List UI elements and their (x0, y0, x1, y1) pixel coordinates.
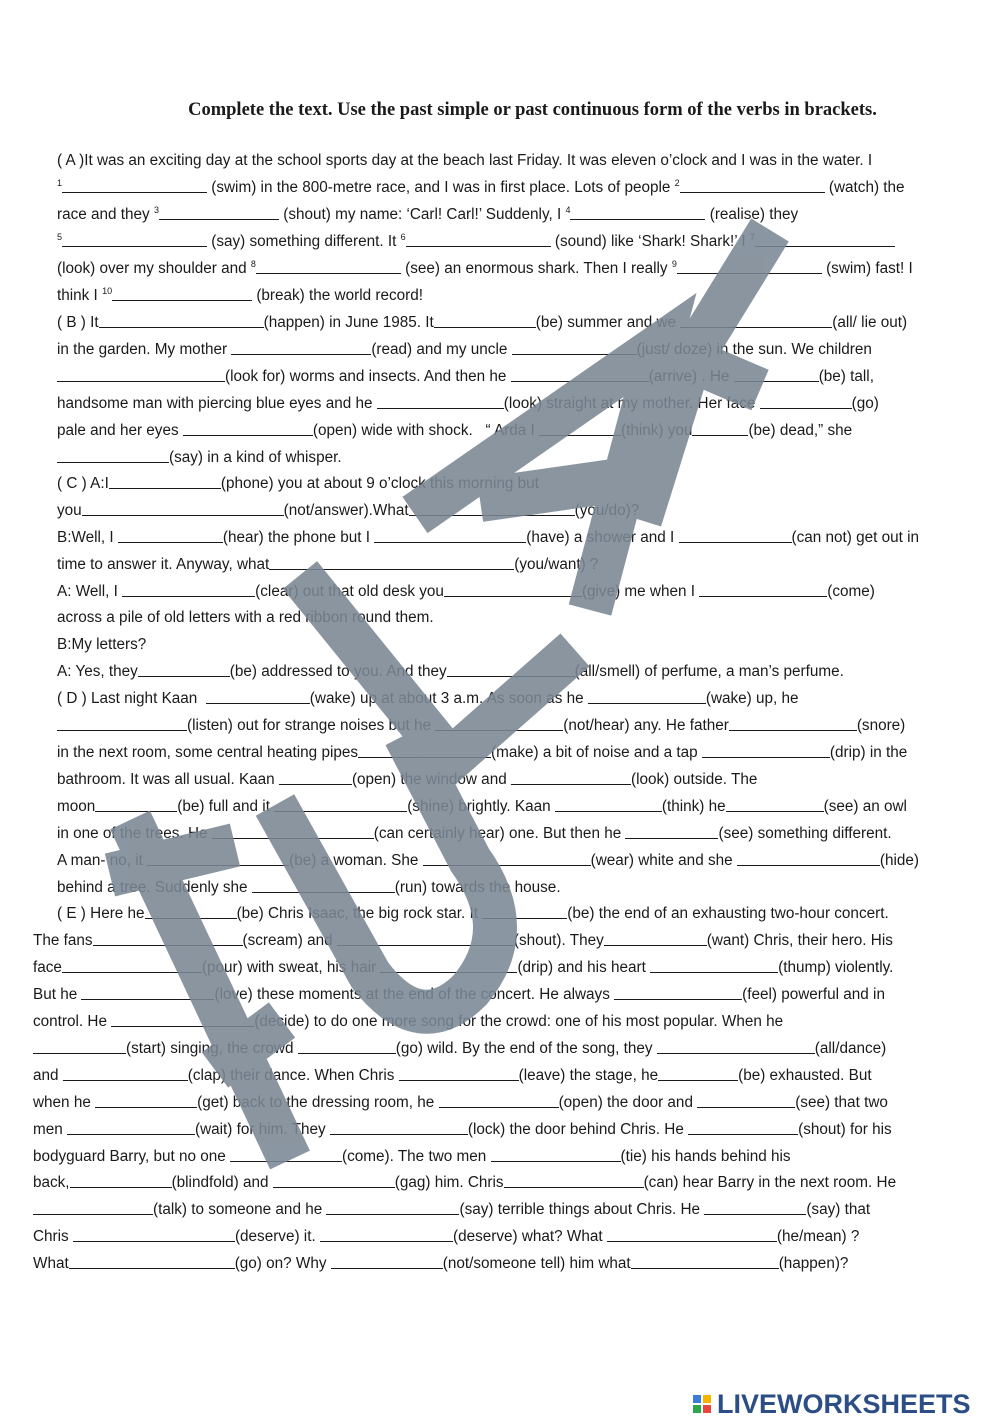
answer-blank[interactable] (737, 851, 880, 866)
line-text: (start) singing, the crowd (126, 1040, 298, 1057)
answer-blank[interactable] (729, 716, 857, 731)
line-text: (all/smell) of perfume, a man’s perfume. (574, 663, 844, 680)
answer-blank[interactable] (614, 985, 742, 1000)
text-line (57, 448, 342, 468)
line-text: (pour) with sweat, his hair (201, 959, 381, 976)
answer-blank[interactable] (677, 259, 822, 274)
line-text: (have) a shower and I (526, 529, 679, 546)
answer-blank[interactable] (625, 824, 718, 839)
line-text: handsome man with piercing blue eyes and he (57, 395, 377, 412)
answer-blank[interactable] (67, 1120, 195, 1135)
answer-blank[interactable] (447, 662, 575, 677)
answer-blank[interactable] (99, 313, 264, 328)
logo-tile-green (693, 1405, 701, 1413)
line-text: What (33, 1255, 69, 1272)
line-text: (see) that two (795, 1094, 888, 1111)
line-text: A man- no, it (57, 852, 148, 869)
line-text: (clap) their dance. When Chris (187, 1067, 399, 1084)
answer-blank[interactable] (380, 958, 517, 973)
line-text: (scream) and (242, 932, 337, 949)
line-text: (phone) you at about 9 o’clock this morning but (220, 475, 539, 492)
answer-blank[interactable] (435, 716, 563, 731)
line-text: (snore) (856, 717, 906, 734)
answer-blank[interactable] (320, 1227, 453, 1242)
line-text: (say) terrible things about Chris. He (459, 1201, 705, 1218)
line-text: (get) back to the dressing room, he (197, 1094, 439, 1111)
line-text: (shine) brightly. Kaan (407, 798, 555, 815)
answer-blank[interactable] (33, 1200, 153, 1215)
text-line (57, 904, 889, 924)
line-text: ( C ) A:I (57, 475, 109, 492)
line-text: A: Yes, they (57, 663, 138, 680)
answer-blank[interactable] (57, 716, 187, 731)
line-text: (be) addressed to you. And they (229, 663, 447, 680)
line-text: (be) exhausted. But (738, 1067, 872, 1084)
line-text: (be) dead,” she (748, 422, 853, 439)
line-text: race and they (57, 206, 154, 223)
answer-blank[interactable] (122, 582, 255, 597)
logo-tile-blue (693, 1395, 701, 1403)
answer-blank[interactable] (504, 1173, 644, 1188)
text-line (57, 662, 844, 682)
line-text: (make) a bit of noise and a tap (491, 744, 702, 761)
text-line (57, 259, 913, 279)
line-text: (all/ lie out) (832, 314, 908, 331)
item-number: 7 (749, 232, 755, 242)
text-line (57, 743, 907, 763)
item-number: 3 (153, 205, 159, 215)
answer-blank[interactable] (692, 421, 748, 436)
answer-blank[interactable] (539, 421, 621, 436)
answer-blank[interactable] (111, 1012, 254, 1027)
item-number: 5 (57, 232, 63, 242)
line-text: back, (33, 1174, 70, 1191)
answer-blank[interactable] (62, 958, 202, 973)
line-text: (open) the window and (351, 771, 511, 788)
answer-blank[interactable] (482, 904, 567, 919)
line-text: think I (57, 287, 103, 304)
answer-blank[interactable] (399, 1066, 519, 1081)
text-line (57, 313, 907, 333)
line-text: when he (33, 1094, 96, 1111)
line-text: (not/answer).What (283, 502, 409, 519)
text-line (57, 151, 872, 171)
text-line (33, 1147, 791, 1167)
line-text: pale and her eyes (57, 422, 183, 439)
answer-blank[interactable] (33, 1039, 126, 1054)
answer-blank[interactable] (337, 931, 514, 946)
line-text: (say) something different. It (207, 233, 401, 250)
answer-blank[interactable] (81, 985, 214, 1000)
line-text: moon (57, 798, 96, 815)
line-text: (see) an enormous shark. Then I really (400, 260, 672, 277)
answer-blank[interactable] (159, 205, 279, 220)
text-line (57, 716, 905, 736)
answer-blank[interactable] (734, 367, 819, 382)
line-text: (can not) get out in (791, 529, 920, 546)
answer-blank[interactable] (679, 528, 792, 543)
answer-blank[interactable] (63, 1066, 188, 1081)
answer-blank[interactable] (358, 743, 491, 758)
answer-blank[interactable] (183, 421, 313, 436)
answer-blank[interactable] (604, 931, 707, 946)
line-text: (clear) out that old desk you (255, 583, 444, 600)
line-text: Chris (33, 1228, 73, 1245)
answer-blank[interactable] (138, 662, 230, 677)
item-number: 10 (102, 286, 113, 296)
answer-blank[interactable] (555, 797, 662, 812)
line-text: (gag) him. Chris (394, 1174, 504, 1191)
line-text: in one of the trees. He (57, 825, 212, 842)
answer-blank[interactable] (755, 232, 895, 247)
answer-blank[interactable] (439, 1093, 559, 1108)
line-text: (break) the world record! (252, 287, 423, 304)
line-text: (decide) to do one more song for the crowd: one of his most popular. When he (254, 1013, 784, 1030)
logo-tile-red (703, 1405, 711, 1413)
answer-blank[interactable] (512, 340, 637, 355)
text-line (33, 1093, 888, 1113)
line-text: (be) summer and we (535, 314, 681, 331)
answer-blank[interactable] (588, 689, 706, 704)
line-text: (read) and my uncle (371, 341, 512, 358)
line-text: But he (33, 986, 82, 1003)
answer-blank[interactable] (95, 797, 177, 812)
text-line (57, 178, 905, 198)
line-text: B:My letters? (57, 636, 147, 653)
text-line (57, 528, 919, 548)
line-text: (all/dance) (814, 1040, 887, 1057)
line-text: (shout) my name: ‘Carl! Carl!’ Suddenly, I (278, 206, 566, 223)
answer-blank[interactable] (273, 1173, 395, 1188)
answer-blank[interactable] (62, 178, 207, 193)
answer-blank[interactable] (688, 1120, 798, 1135)
instructions-title: Complete the text. Use the past simple or past continuous form of the verbs in brackets. (188, 100, 877, 120)
text-line (33, 1173, 896, 1193)
line-text: (be) Chris Isaac, the big rock star. It (236, 905, 483, 922)
item-number: 9 (671, 259, 677, 269)
answer-blank[interactable] (109, 474, 221, 489)
answer-blank[interactable] (726, 797, 824, 812)
line-text: (can) hear Barry in the next room. He (643, 1174, 897, 1191)
line-text: and (33, 1067, 63, 1084)
logo-icon (693, 1395, 711, 1413)
answer-blank[interactable] (657, 1039, 815, 1054)
line-text: (come) (827, 583, 875, 600)
line-text: (realise) they (705, 206, 799, 223)
text-line (33, 1200, 870, 1220)
line-text: (see) an owl (823, 798, 907, 815)
text-line (57, 770, 757, 790)
line-text: ( A )It was an exciting day at the school sports day at the beach last Friday. It was eleven o’clock and I was in the water. I (57, 152, 873, 169)
text-line (33, 985, 885, 1005)
line-text: control. He (33, 1013, 112, 1030)
text-line (33, 1227, 859, 1247)
line-text: (hide) (879, 852, 919, 869)
text-line (33, 1066, 872, 1086)
answer-blank[interactable] (697, 1093, 795, 1108)
answer-blank[interactable] (760, 394, 852, 409)
line-text: (you/do)? (574, 502, 640, 519)
line-text: (you/want) ? (514, 556, 599, 573)
line-text: ( B ) It (57, 314, 99, 331)
answer-blank[interactable] (70, 1173, 172, 1188)
line-text: (go) (851, 395, 879, 412)
answer-blank[interactable] (680, 178, 825, 193)
item-number: 8 (250, 259, 256, 269)
line-text: (look for) worms and insects. And then he (225, 368, 511, 385)
line-text: (say) that (806, 1201, 871, 1218)
line-text: (look) straight at my mother. Her face (503, 395, 760, 412)
line-text: face (33, 959, 62, 976)
line-text: (look) outside. The (630, 771, 758, 788)
line-text: ( E ) Here he (57, 905, 145, 922)
text-line (57, 689, 799, 709)
answer-blank[interactable] (658, 1066, 738, 1081)
line-text: (wait) for him. They (195, 1121, 330, 1138)
answer-blank[interactable] (699, 582, 827, 597)
text-line (57, 582, 875, 602)
line-text: (love) these moments at the end of the concert. He always (214, 986, 615, 1003)
line-text: time to answer it. Anyway, what (57, 556, 270, 573)
text-line (57, 501, 639, 521)
answer-blank[interactable] (256, 259, 401, 274)
line-text: (not/someone tell) him what (442, 1255, 631, 1272)
line-text: (think) he (661, 798, 726, 815)
answer-blank[interactable] (570, 205, 705, 220)
answer-blank[interactable] (93, 931, 243, 946)
answer-blank[interactable] (95, 1093, 197, 1108)
answer-blank[interactable] (252, 878, 395, 893)
text-line (33, 1012, 783, 1032)
answer-blank[interactable] (511, 770, 631, 785)
line-text: (just/ doze) in the sun. We children (636, 341, 872, 358)
answer-blank[interactable] (704, 1200, 806, 1215)
answer-blank[interactable] (680, 313, 832, 328)
answer-blank[interactable] (112, 286, 252, 301)
line-text: behind a tree. Suddenly she (57, 879, 252, 896)
line-text: The fans (33, 932, 93, 949)
line-text: (shout) for his (798, 1121, 892, 1138)
line-text: (sound) like ‘Shark! Shark!’ I (550, 233, 750, 250)
line-text: (wake) up at about 3 a.m. As soon as he (309, 690, 588, 707)
line-text: (open) the door and (558, 1094, 698, 1111)
answer-blank[interactable] (269, 555, 514, 570)
line-text: (watch) the (824, 179, 905, 196)
answer-blank[interactable] (230, 1147, 342, 1162)
text-line (57, 232, 895, 252)
answer-blank[interactable] (650, 958, 778, 973)
answer-blank[interactable] (423, 851, 591, 866)
line-text: (listen) out for strange noises but he (187, 717, 436, 734)
line-text: you (57, 502, 82, 519)
answer-blank[interactable] (607, 1227, 777, 1242)
text-line (57, 340, 872, 360)
item-number: 1 (57, 178, 63, 188)
answer-blank[interactable] (206, 689, 310, 704)
line-text: (wake) up, he (705, 690, 799, 707)
answer-blank[interactable] (118, 528, 223, 543)
text-line (57, 555, 598, 575)
text-line (57, 394, 879, 414)
line-text: (feel) powerful and in (742, 986, 885, 1003)
line-text: (lock) the door behind Chris. He (467, 1121, 689, 1138)
line-text: (leave) the stage, he (518, 1067, 659, 1084)
line-text: in the next room, some central heating pipes (57, 744, 359, 761)
line-text: (hear) the phone but I (222, 529, 375, 546)
text-line (57, 474, 539, 494)
answer-blank[interactable] (147, 851, 289, 866)
answer-blank[interactable] (62, 232, 207, 247)
answer-blank[interactable] (69, 1254, 235, 1269)
answer-blank[interactable] (73, 1227, 235, 1242)
answer-blank[interactable] (330, 1120, 468, 1135)
line-text: (happen)? (778, 1255, 849, 1272)
text-line (57, 367, 874, 387)
line-text: (open) wide with shock. “ Arda I (312, 422, 540, 439)
line-text: (see) something different. (718, 825, 892, 842)
text-line (57, 286, 423, 306)
answer-blank[interactable] (491, 1147, 621, 1162)
answer-blank[interactable] (57, 448, 169, 463)
item-number: 4 (565, 205, 571, 215)
text-line (33, 1254, 848, 1274)
answer-blank[interactable] (511, 367, 649, 382)
answer-blank[interactable] (444, 582, 582, 597)
line-text: (deserve) what? What (452, 1228, 607, 1245)
line-text: (go) wild. By the end of the song, they (395, 1040, 657, 1057)
line-text: B:Well, I (57, 529, 118, 546)
answer-blank[interactable] (274, 797, 407, 812)
line-text: (drip) in the (829, 744, 908, 761)
answer-blank[interactable] (326, 1200, 459, 1215)
line-text: (swim) in the 800-metre race, and I was in first place. Lots of people (207, 179, 675, 196)
answer-blank[interactable] (377, 394, 504, 409)
line-text: (look) over my shoulder and (57, 260, 251, 277)
text-line (57, 635, 146, 655)
line-text: ( D ) Last night Kaan (57, 690, 206, 707)
answer-blank[interactable] (145, 904, 237, 919)
text-line (57, 851, 919, 871)
answer-blank[interactable] (434, 313, 536, 328)
line-text: (give) me when I (581, 583, 700, 600)
line-text: (think) you (621, 422, 693, 439)
line-text: (drip) and his heart (517, 959, 651, 976)
answer-blank[interactable] (298, 1039, 396, 1054)
line-text: (be) full and it (177, 798, 275, 815)
line-text: (happen) in June 1985. It (263, 314, 434, 331)
line-text: (shout). They (513, 932, 604, 949)
text-line (57, 797, 907, 817)
text-line (57, 608, 434, 628)
line-text: (blindfold) and (171, 1174, 273, 1191)
text-line (33, 958, 893, 978)
line-text: (deserve) it. (234, 1228, 320, 1245)
text-line (57, 824, 892, 844)
item-number: 6 (400, 232, 406, 242)
answer-blank[interactable] (406, 232, 551, 247)
text-line (57, 205, 798, 225)
text-line (33, 1120, 892, 1140)
text-line (33, 931, 893, 951)
text-line (57, 421, 852, 441)
line-text: (say) in a kind of whisper. (169, 449, 342, 466)
answer-blank[interactable] (82, 501, 284, 516)
line-text: (tie) his hands behind his (620, 1148, 791, 1165)
line-text: (wear) white and she (590, 852, 737, 869)
line-text: (want) Chris, their hero. His (706, 932, 893, 949)
text-line (57, 878, 561, 898)
line-text: (be) tall, (818, 368, 874, 385)
line-text: men (33, 1121, 68, 1138)
line-text: A: Well, I (57, 583, 123, 600)
line-text: (swim) fast! I (821, 260, 913, 277)
answer-blank[interactable] (212, 824, 374, 839)
line-text: (run) towards the house. (394, 879, 561, 896)
logo-wordmark: LIVEWORKSHEETS (717, 1388, 971, 1419)
line-text: bodyguard Barry, but no one (33, 1148, 231, 1165)
line-text: (can certainly hear) one. But then he (373, 825, 626, 842)
line-text: in the garden. My mother (57, 341, 232, 358)
answer-blank[interactable] (702, 743, 830, 758)
answer-blank[interactable] (374, 528, 526, 543)
line-text: across a pile of old letters with a red ribbon round them. (57, 609, 434, 626)
line-text: (be) the end of an exhausting two-hour concert. (567, 905, 889, 922)
line-text: bathroom. It was all usual. Kaan (57, 771, 279, 788)
text-line (33, 1039, 886, 1059)
line-text: (come). The two men (342, 1148, 491, 1165)
line-text: (talk) to someone and he (153, 1201, 327, 1218)
item-number: 2 (674, 178, 680, 188)
answer-blank[interactable] (231, 340, 371, 355)
line-text: (be) a woman. She (289, 852, 423, 869)
line-text: (arrive) . He (648, 368, 734, 385)
line-text: (go) on? Why (234, 1255, 331, 1272)
answer-blank[interactable] (57, 367, 225, 382)
line-text: (he/mean) ? (776, 1228, 860, 1245)
answer-blank[interactable] (409, 501, 575, 516)
logo-tile-yellow (703, 1395, 711, 1403)
line-text: (thump) violently. (778, 959, 894, 976)
answer-blank[interactable] (279, 770, 352, 785)
answer-blank[interactable] (331, 1254, 443, 1269)
line-text: (not/hear) any. He father (563, 717, 729, 734)
answer-blank[interactable] (631, 1254, 779, 1269)
